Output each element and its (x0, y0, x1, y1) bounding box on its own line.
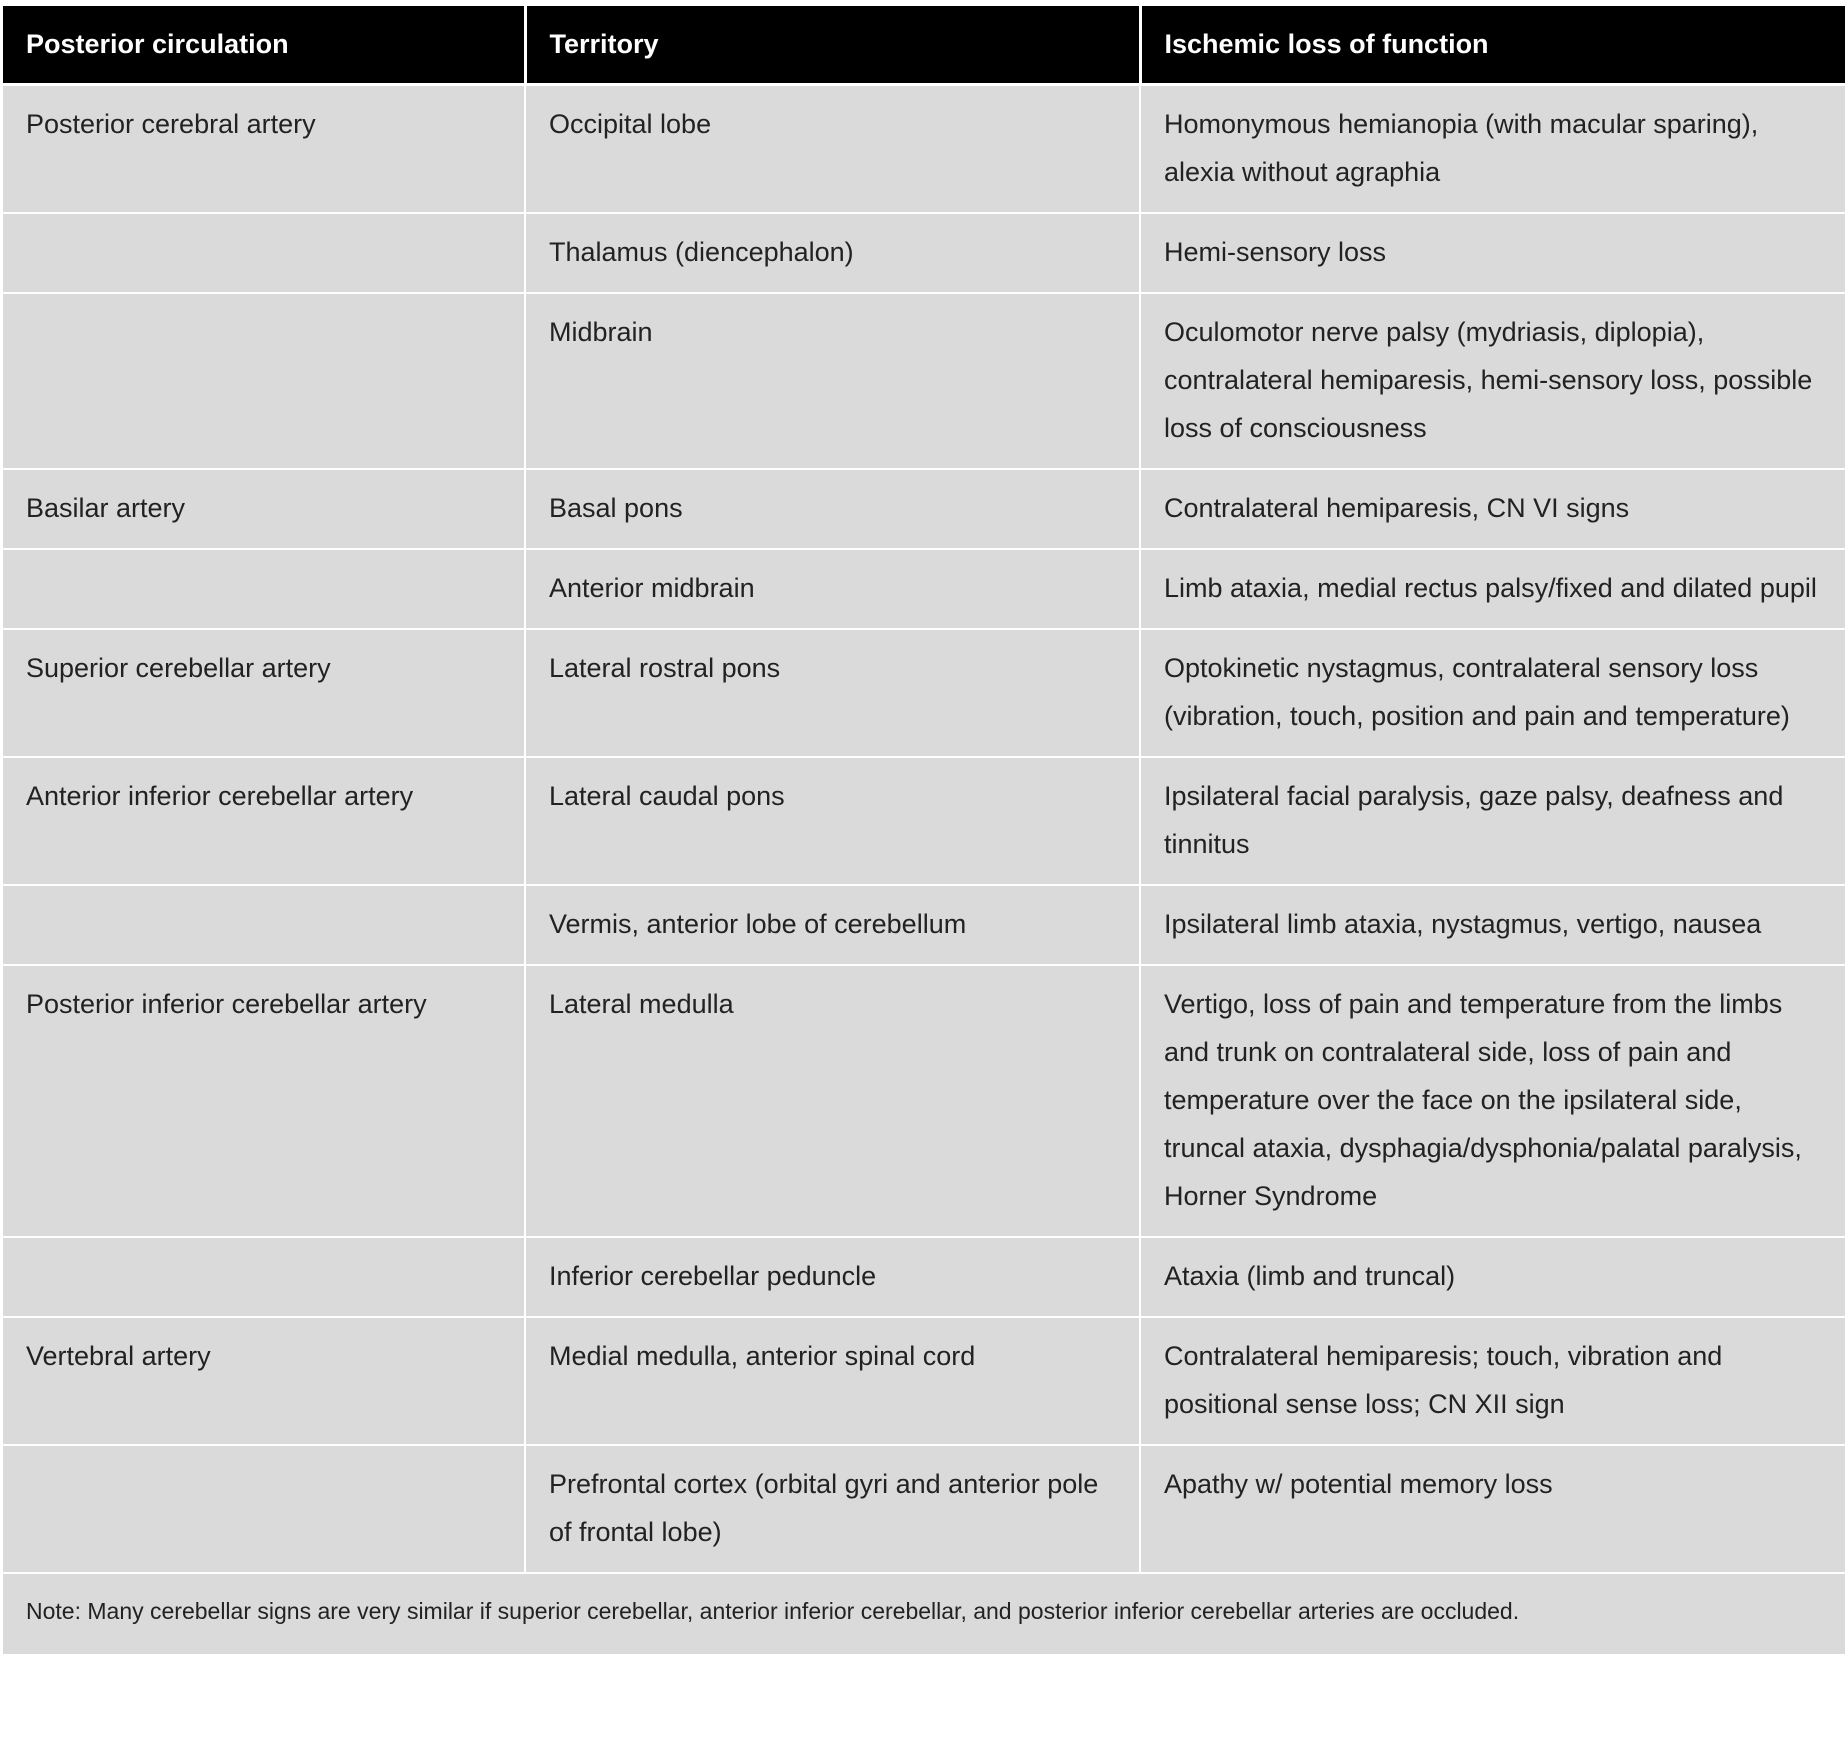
artery-cell: Posterior cerebral artery (3, 84, 525, 213)
table-body (3, 84, 1845, 1654)
table-row (3, 549, 1845, 629)
territory-cell: Thalamus (diencephalon) (525, 213, 1140, 293)
loss-cell: Hemi-sensory loss (1140, 213, 1845, 293)
loss-cell: Apathy w/ potential memory loss (1140, 1445, 1845, 1573)
loss-cell: Contralateral hemiparesis; touch, vibration and positional sense loss; CN XII sign (1140, 1317, 1845, 1445)
table-row (3, 469, 1845, 549)
table-row (3, 293, 1845, 469)
artery-cell (3, 293, 525, 469)
table-row (3, 629, 1845, 757)
artery-cell (3, 549, 525, 629)
note-row (3, 1573, 1845, 1654)
territory-cell: Basal pons (525, 469, 1140, 549)
table-header (3, 6, 1845, 84)
loss-cell: Optokinetic nystagmus, contralateral sensory loss (vibration, touch, position and pain and temperature) (1140, 629, 1845, 757)
territory-cell: Inferior cerebellar peduncle (525, 1237, 1140, 1317)
header-ischemic-loss: Ischemic loss of function (1140, 6, 1845, 84)
table-row (3, 1445, 1845, 1573)
loss-cell: Vertigo, loss of pain and temperature from the limbs and trunk on contralateral side, loss of pain and temperature over the face on the ipsilateral side, truncal ataxia, dysphagia/dysphonia/palatal paralysis, Horner Syndrome (1140, 965, 1845, 1237)
artery-cell: Basilar artery (3, 469, 525, 549)
artery-cell: Vertebral artery (3, 1317, 525, 1445)
header-territory: Territory (525, 6, 1140, 84)
header-posterior-circulation: Posterior circulation (3, 6, 525, 84)
territory-cell: Lateral rostral pons (525, 629, 1140, 757)
posterior-circulation-table (3, 6, 1845, 1654)
loss-cell: Ataxia (limb and truncal) (1140, 1237, 1845, 1317)
territory-cell: Lateral caudal pons (525, 757, 1140, 885)
artery-cell: Anterior inferior cerebellar artery (3, 757, 525, 885)
table-row (3, 757, 1845, 885)
territory-cell: Medial medulla, anterior spinal cord (525, 1317, 1140, 1445)
table-row (3, 213, 1845, 293)
territory-cell: Prefrontal cortex (orbital gyri and anterior pole of frontal lobe) (525, 1445, 1140, 1573)
loss-cell: Ipsilateral facial paralysis, gaze palsy, deafness and tinnitus (1140, 757, 1845, 885)
table-row (3, 84, 1845, 213)
territory-cell: Occipital lobe (525, 84, 1140, 213)
table-row (3, 1317, 1845, 1445)
loss-cell: Homonymous hemianopia (with macular sparing), alexia without agraphia (1140, 84, 1845, 213)
loss-cell: Contralateral hemiparesis, CN VI signs (1140, 469, 1845, 549)
artery-cell (3, 885, 525, 965)
territory-cell: Midbrain (525, 293, 1140, 469)
loss-cell: Ipsilateral limb ataxia, nystagmus, vertigo, nausea (1140, 885, 1845, 965)
artery-cell (3, 213, 525, 293)
artery-cell (3, 1237, 525, 1317)
artery-cell: Superior cerebellar artery (3, 629, 525, 757)
header-row (3, 6, 1845, 84)
territory-cell: Vermis, anterior lobe of cerebellum (525, 885, 1140, 965)
territory-cell: Lateral medulla (525, 965, 1140, 1237)
table-row (3, 1237, 1845, 1317)
table-note: Note: Many cerebellar signs are very similar if superior cerebellar, anterior inferior cerebellar, and posterior inferior cerebellar arteries are occluded. (26, 1597, 1520, 1624)
circulation-table-container (3, 6, 1845, 1654)
artery-cell: Posterior inferior cerebellar artery (3, 965, 525, 1237)
loss-cell: Oculomotor nerve palsy (mydriasis, diplopia), contralateral hemiparesis, hemi-sensory loss, possible loss of consciousness (1140, 293, 1845, 469)
territory-cell: Anterior midbrain (525, 549, 1140, 629)
table-row (3, 965, 1845, 1237)
artery-cell (3, 1445, 525, 1573)
loss-cell: Limb ataxia, medial rectus palsy/fixed and dilated pupil (1140, 549, 1845, 629)
table-row (3, 885, 1845, 965)
